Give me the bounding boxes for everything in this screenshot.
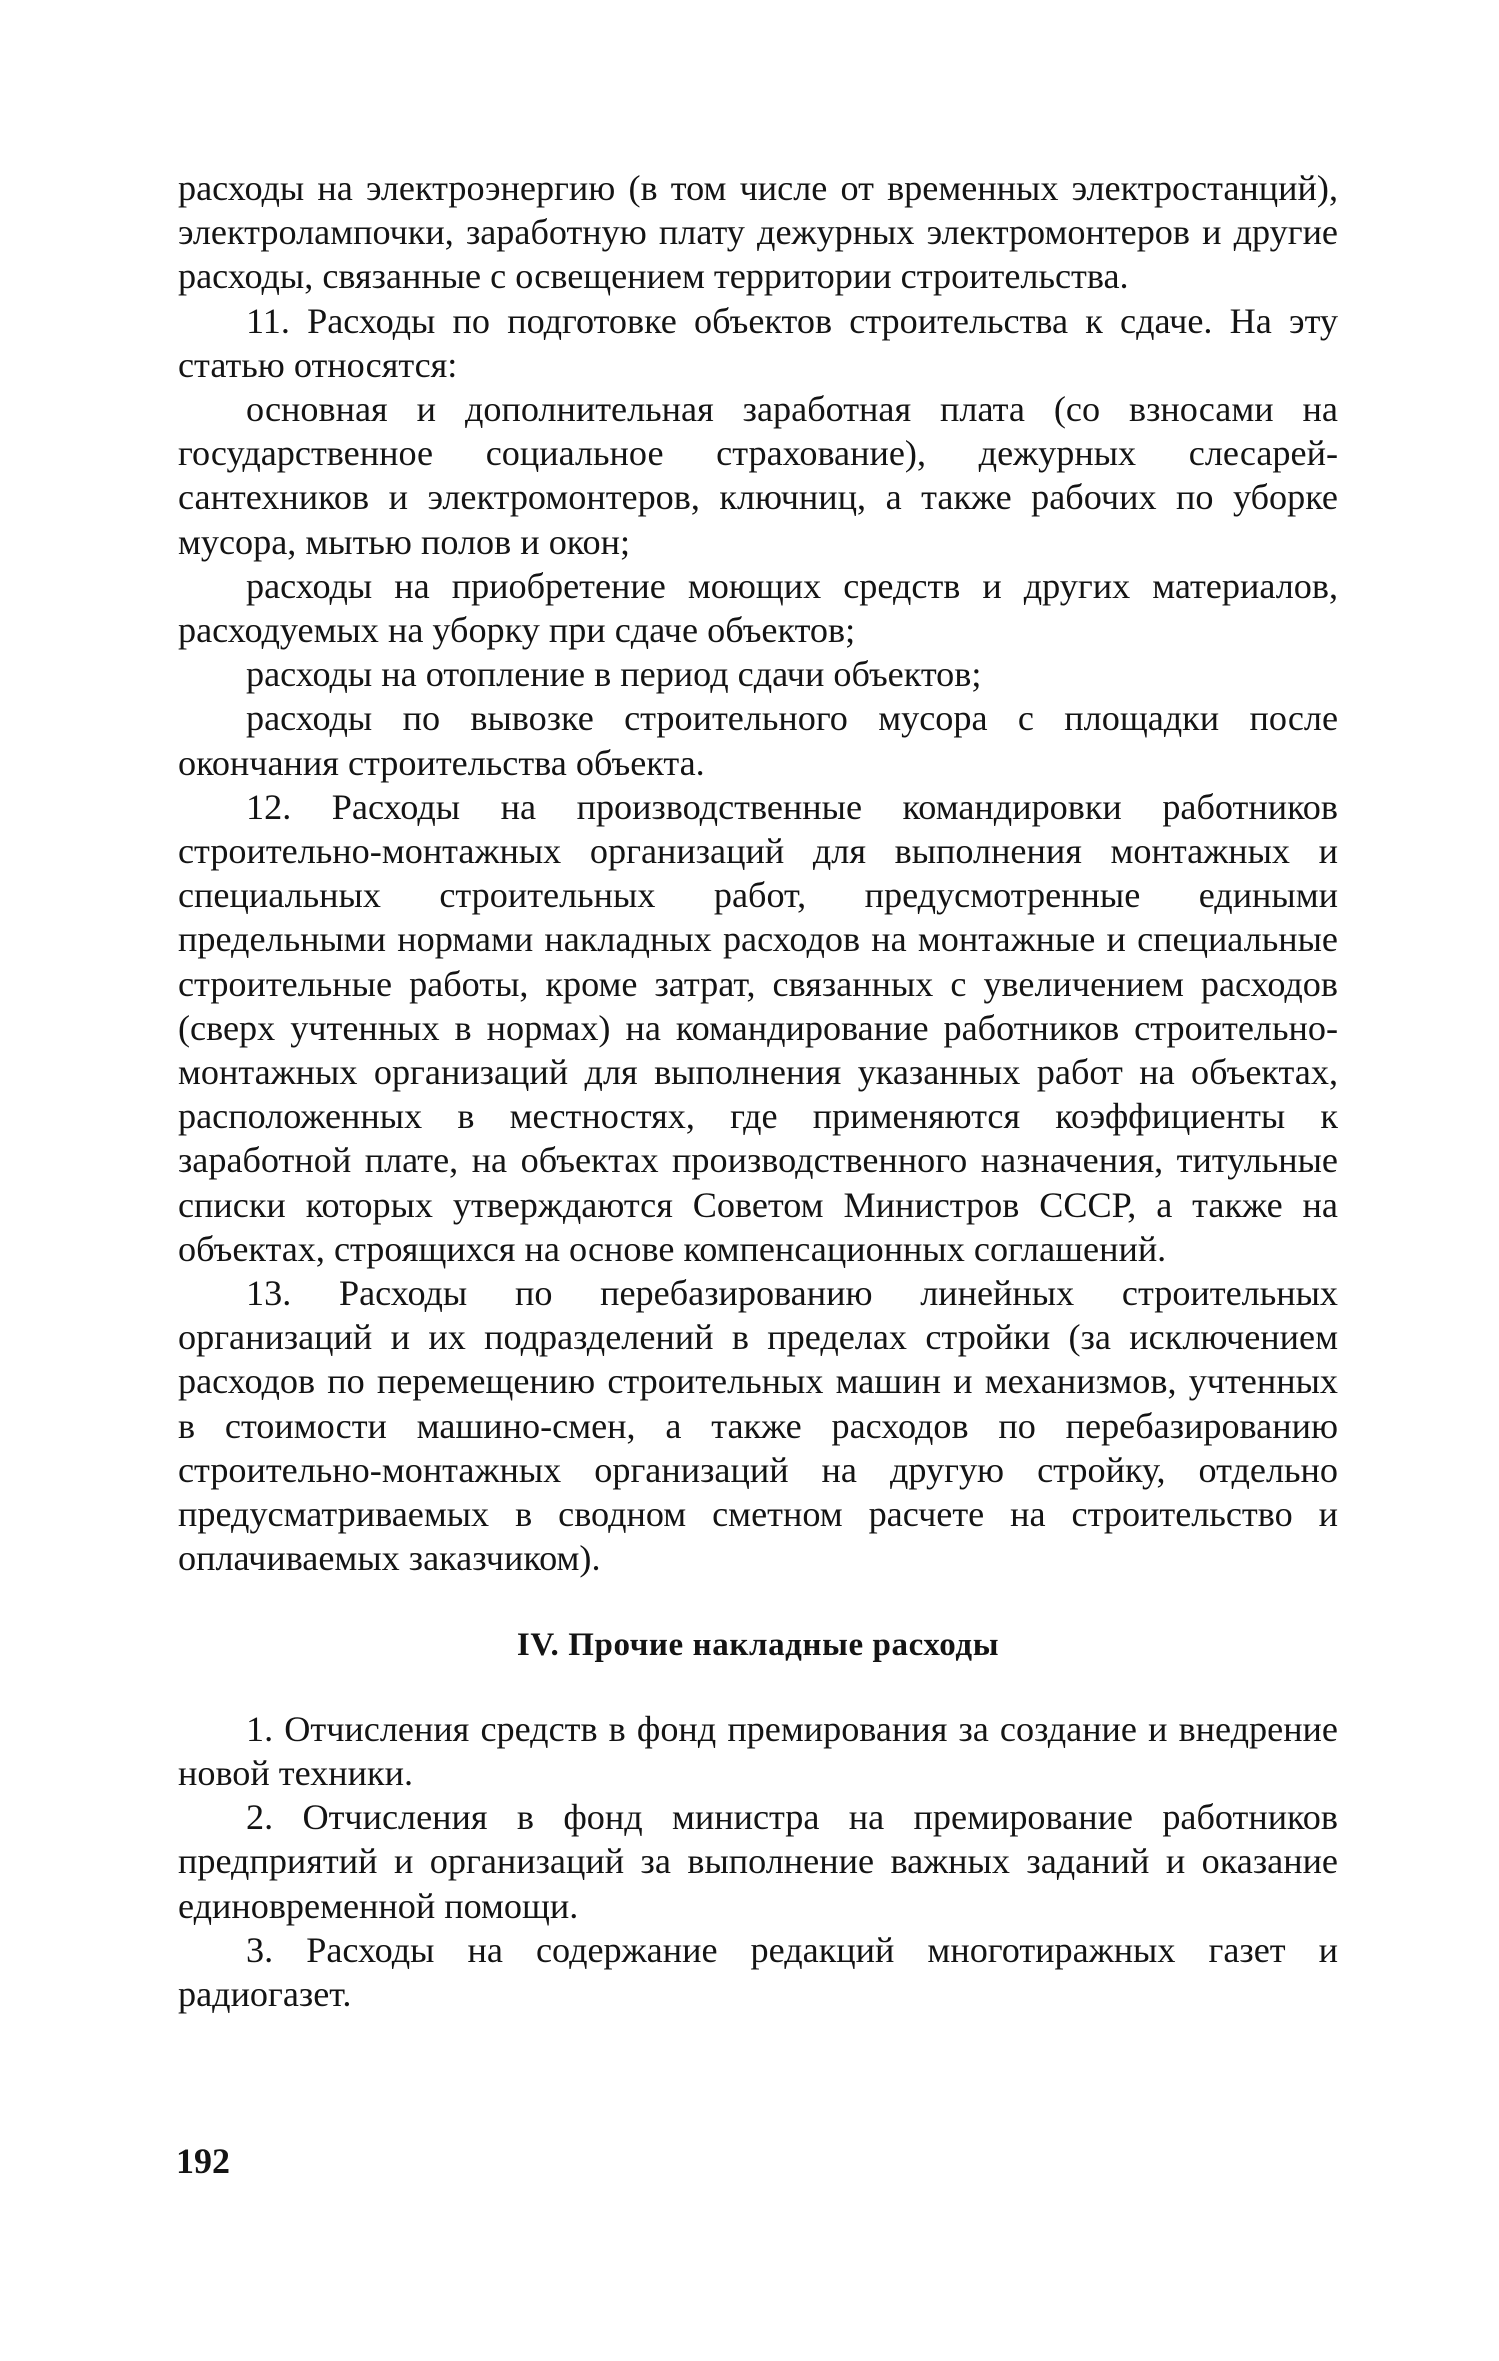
paragraph: 11. Расходы по подготовке объектов строительства к сдаче. На эту статью относятся:: [178, 300, 1338, 385]
paragraph: 1. Отчисления средств в фонд премирования за создание и внедрение новой техники.: [178, 1708, 1338, 1793]
paragraph: 12. Расходы на производственные командировки работников строительно-монтажных организаций для выполнения монтажных и специальных строительных работ, предусмотренные едиными предельными нормами накладных расходов на монтажные и специальные строительные работы, кроме затрат, связанных с увеличением расходов (сверх учтенных в нормах) на командирование работников строительно-монтажных организаций для выполнения указанных работ на объектах, расположенных в местностях, где применяются коэффициенты к заработной плате, на объектах производственного назначения, титульные списки которых утверждаются Советом Министров СССР, а также на объектах, строящихся на основе компенсационных соглашений.: [178, 786, 1338, 1269]
paragraph: 3. Расходы на содержание редакций многотиражных газет и радиогазет.: [178, 1929, 1338, 2014]
paragraph: расходы на приобретение моющих средств и других материалов, расходуемых на уборку при сдаче объектов;: [178, 565, 1338, 651]
page-number: 192: [176, 2141, 230, 2181]
section-heading: IV. Прочие накладные расходы: [516, 1626, 1000, 1663]
paragraph: расходы на отопление в период сдачи объектов;: [246, 654, 982, 695]
paragraph: основная и дополнительная заработная плата (со взносами на государственное социальное страхование), дежурных слесарей-сантехников и электромонтеров, ключниц, а также рабочих по уборке мусора, мытью полов и окон;: [178, 389, 1338, 562]
paragraph: 13. Расходы по перебазированию линейных строительных организаций и их подразделений в пределах стройки (за исключением расходов по перемещению строительных машин и механизмов, учтенных в стоимости машино-смен, а также расходов по перебазированию строительно-монтажных организаций на другую стройку, отдельно предусматриваемых в сводном сметном расчете на строительство и оплачиваемых заказчиком).: [178, 1273, 1338, 1579]
body-text: [178, 166, 1338, 2016]
paragraph: расходы по вывозке строительного мусора с площадки после окончания строительства объекта.: [178, 698, 1338, 783]
paragraph: расходы на электроэнергию (в том числе от временных электростанций), электролампочки, заработную плату дежурных электромонтеров и другие расходы, связанные с освещением территории строительства.: [178, 168, 1338, 297]
paragraph: 2. Отчисления в фонд министра на премирование работников предприятий и организаций за выполнение важных заданий и оказание единовременной помощи.: [178, 1797, 1338, 1926]
